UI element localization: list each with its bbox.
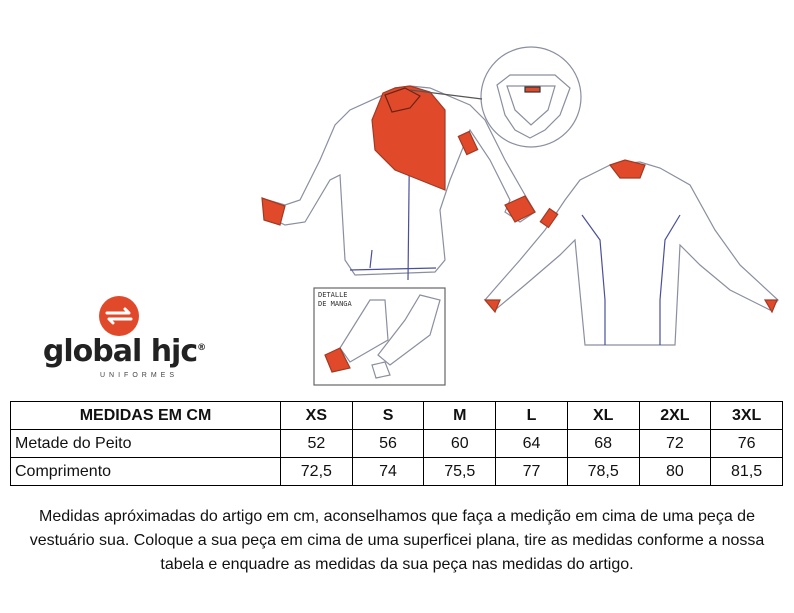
table-cell: 75,5 [424, 458, 496, 486]
table-cell: 68 [567, 430, 639, 458]
table-cell: 72 [639, 430, 711, 458]
table-cell: 56 [352, 430, 424, 458]
size-header-s: S [352, 402, 424, 430]
brand-name: global hjc® [42, 334, 206, 369]
sleeve-detail-label-line2: DE MANGA [318, 300, 352, 308]
table-cell: 78,5 [567, 458, 639, 486]
table-cell: 76 [711, 430, 783, 458]
brand-logo [34, 294, 214, 384]
table-cell: 64 [496, 430, 568, 458]
table-cell: 80 [639, 458, 711, 486]
registered-mark: ® [197, 343, 206, 353]
table-row [11, 430, 783, 458]
size-header-l: L [496, 402, 568, 430]
jacket-front-view [262, 86, 535, 280]
row-label-chest: Metade do Peito [11, 430, 281, 458]
table-cell: 60 [424, 430, 496, 458]
table-cell: 81,5 [711, 458, 783, 486]
size-header-3xl: 3XL [711, 402, 783, 430]
size-header-xl: XL [567, 402, 639, 430]
measurement-note: Medidas apróximadas do artigo em cm, aconselhamos que faça a medição em cima de uma peça de vestuário sua. Coloque a sua peça em cima de uma superficei plana, tire as medidas conforme a nossa tabela e enquadre as medidas da sua peça nas medidas do artigo. [29, 508, 765, 573]
sleeve-detail-label [318, 291, 378, 309]
table-row [11, 458, 783, 486]
size-header-xs: XS [281, 402, 353, 430]
jacket-back-view [485, 160, 778, 345]
size-header-2xl: 2XL [639, 402, 711, 430]
size-table-header-row [11, 402, 783, 430]
size-header-m: M [424, 402, 496, 430]
table-cell: 52 [281, 430, 353, 458]
row-label-length: Comprimento [11, 458, 281, 486]
sleeve-detail-label-line1: DETALLE [318, 291, 348, 299]
size-table [10, 401, 783, 486]
table-cell: 77 [496, 458, 568, 486]
size-table-header-label: MEDIDAS EM CM [11, 402, 281, 430]
table-cell: 74 [352, 458, 424, 486]
brand-logo-mark [34, 294, 214, 338]
table-cell: 72,5 [281, 458, 353, 486]
brand-tagline: UNIFORMES [100, 372, 178, 379]
